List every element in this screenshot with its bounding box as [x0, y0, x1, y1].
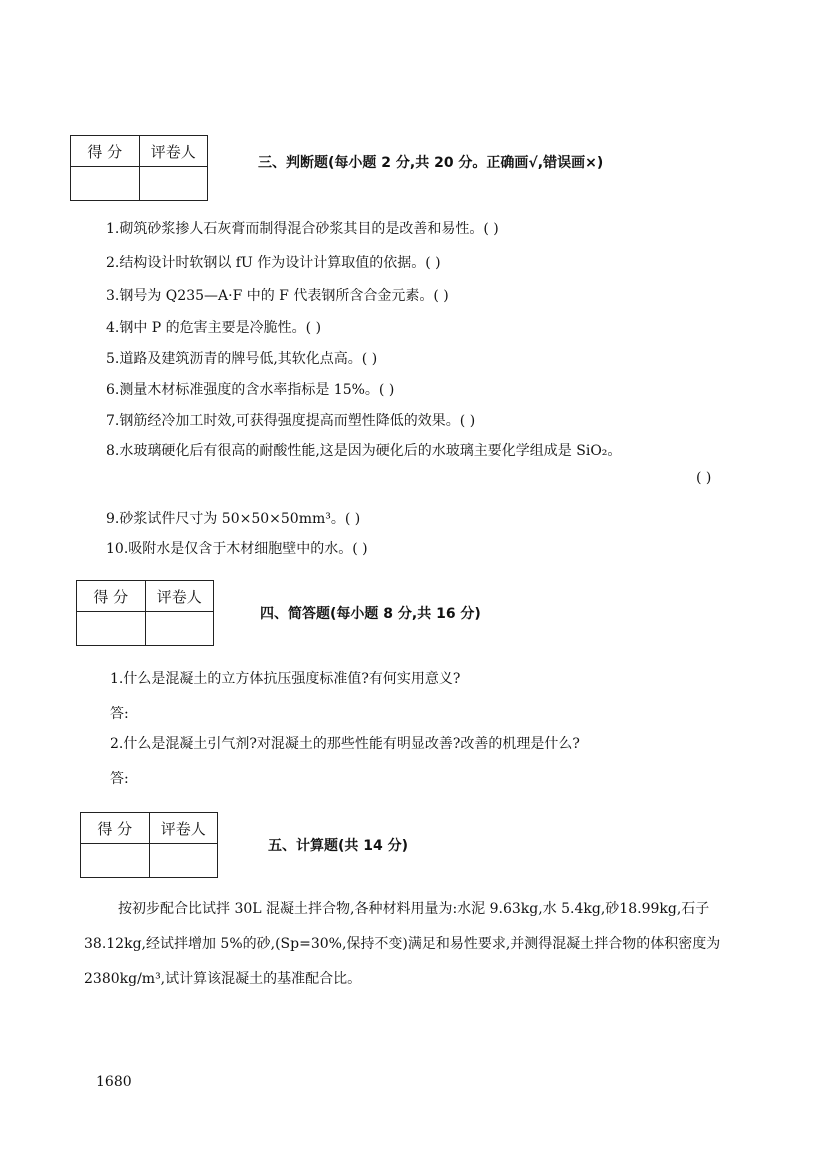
question-item: 8.水玻璃硬化后有很高的耐酸性能,这是因为硬化后的水玻璃主要化学组成是 SiO₂。 — [106, 443, 622, 459]
score-box-section5 — [80, 812, 218, 878]
question-item: 7.钢筋经冷加工时效,可获得强度提高而塑性降低的效果。( ) — [106, 413, 476, 429]
question-item: 10.吸附水是仅含于木材细胞壁中的水。( ) — [106, 541, 368, 557]
question-item: 5.道路及建筑沥青的牌号低,其软化点高。( ) — [106, 351, 378, 367]
score-cell[interactable] — [71, 167, 140, 201]
grader-label: 评卷人 — [149, 813, 218, 844]
question-item: 9.砂浆试件尺寸为 50×50×50mm³。( ) — [106, 511, 361, 527]
question-item: 2.结构设计时软钢以 fU 作为设计计算取值的依据。( ) — [106, 255, 441, 271]
question-item: 3.钢号为 Q235—A·F 中的 F 代表钢所含合金元素。( ) — [106, 288, 449, 304]
question-item: 1.砌筑砂浆掺人石灰膏而制得混合砂浆其目的是改善和易性。( ) — [106, 221, 499, 237]
section5-title: 五、计算题(共 14 分) — [268, 838, 409, 854]
grader-cell[interactable] — [149, 844, 218, 878]
answer-label: 答: — [110, 771, 129, 787]
section4-title: 四、简答题(每小题 8 分,共 16 分) — [260, 606, 481, 622]
section3-title: 三、判断题(每小题 2 分,共 20 分。正确画√,错误画×) — [258, 155, 604, 171]
grader-label: 评卷人 — [139, 136, 208, 167]
score-box-section3 — [70, 135, 208, 201]
grader-label: 评卷人 — [145, 581, 214, 612]
question-item: 2.什么是混凝土引气剂?对混凝土的那些性能有明显改善?改善的机理是什么? — [110, 736, 580, 752]
question-item: 6.测量木材标准强度的含水率指标是 15%。( ) — [106, 382, 395, 398]
question-item: 1.什么是混凝土的立方体抗压强度标准值?有何实用意义? — [110, 671, 461, 687]
score-box-section4 — [76, 580, 214, 646]
page-number: 1680 — [96, 1074, 132, 1090]
question-item: 4.钢中 P 的危害主要是冷脆性。( ) — [106, 320, 322, 336]
score-cell[interactable] — [81, 844, 150, 878]
score-label: 得 分 — [77, 581, 146, 612]
score-label: 得 分 — [81, 813, 150, 844]
calculation-problem: 按初步配合比试拌 30L 混凝土拌合物,各种材料用量为:水泥 9.63kg,水 5.4kg,砂18.99kg,石子 38.12kg,经试拌增加 5%的砂,(Sp=30%,保持不变)满足和易性要求,并测得混凝土拌合物的体积密度为 2380kg/m³,试计算该混凝土的基准配合比。 — [84, 901, 721, 987]
score-cell[interactable] — [77, 612, 146, 646]
answer-label: 答: — [110, 706, 129, 722]
answer-parentheses: ( ) — [696, 470, 712, 486]
grader-cell[interactable] — [139, 167, 208, 201]
score-label: 得 分 — [71, 136, 140, 167]
grader-cell[interactable] — [145, 612, 214, 646]
